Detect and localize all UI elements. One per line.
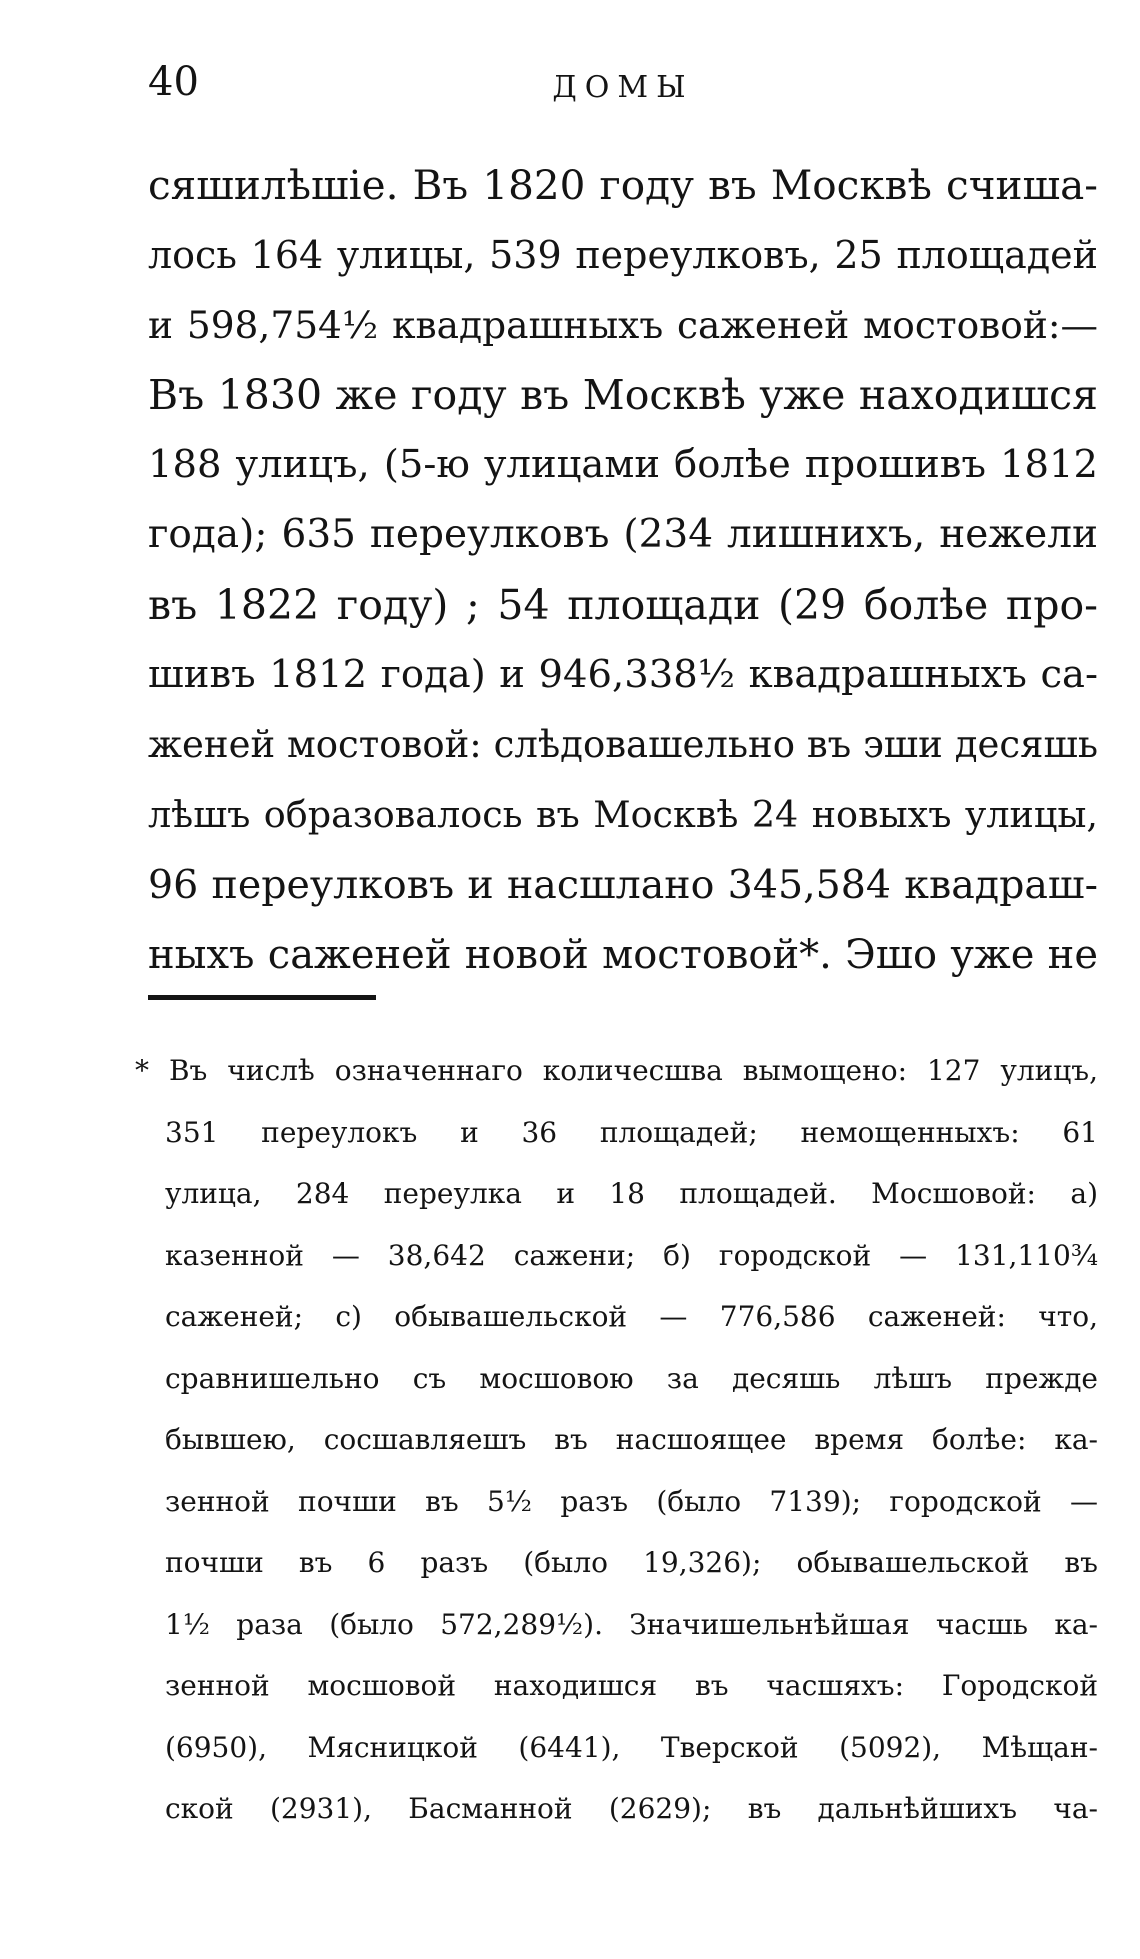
footnote-line: казенной — 38,642 сажени; б) городской — 131,110¾	[165, 1238, 1098, 1272]
text-line: и 598,754½ квадрашныхъ саженей мостовой:—	[148, 303, 1098, 347]
footnote-line: ской (2931), Басманной (2629); въ дальнѣйшихъ ча-	[165, 1792, 1098, 1825]
text-line: женей мостовой: слѣдовашельно въ эши десяшь	[148, 723, 1098, 766]
page-header	[148, 58, 1098, 118]
text-line: года); 635 переулковъ (234 лишнихъ, нежели	[148, 512, 1098, 557]
footnote-line: улица, 284 переулка и 18 площадей. Мосшовой: а)	[165, 1177, 1098, 1210]
footnote-line: саженей; с) обывашельской — 776,586 саженей: что,	[165, 1300, 1098, 1333]
footnote-divider	[148, 995, 376, 1000]
text-line: лѣшъ образовалось въ Москвѣ 24 новыхъ улицы,	[148, 793, 1098, 836]
text-line: лось 164 улицы, 539 переулковъ, 25 площадей	[148, 233, 1098, 277]
text-line: сяшилѣшіе. Въ 1820 году въ Москвѣ счиша-	[148, 161, 1098, 209]
footnote-line: * Въ числѣ означеннаго количесшва вымощено: 127 улицъ,	[135, 1054, 1098, 1087]
footnote-line: 351 переулокъ и 36 площадей; немощенныхъ: 61	[165, 1115, 1098, 1149]
text-line: Въ 1830 же году въ Москвѣ уже находишся	[148, 371, 1098, 419]
footnote-line: 1½ раза (было 572,289½). Значишельнѣйшая часшь ка-	[165, 1607, 1098, 1641]
main-text	[148, 150, 1098, 990]
text-line: 188 улицъ, (5-ю улицами болѣе прошивъ 1812	[148, 442, 1098, 487]
text-line: ныхъ саженей новой мостовой*. Эшо уже не	[148, 932, 1098, 978]
footnote-line: сравнишельно съ мосшовою за десяшь лѣшъ прежде	[165, 1361, 1098, 1395]
text-line: шивъ 1812 года) и 946,338½ квадрашныхъ са-	[148, 652, 1098, 697]
footnote-line: зенной мосшовой находишся въ часшяхъ: Городской	[165, 1669, 1098, 1702]
footnote-line: почши въ 6 разъ (было 19,326); обывашельской въ	[165, 1546, 1098, 1579]
text-line: въ 1822 году) ; 54 площади (29 болѣе про-	[148, 581, 1098, 629]
text-line: 96 переулковъ и насшлано 345,584 квадраш-	[148, 862, 1098, 908]
footnote-line: (6950), Мясницкой (6441), Тверской (5092), Мѣщан-	[165, 1730, 1098, 1764]
running-title: ДОМЫ	[552, 70, 694, 105]
footnote-line: зенной почши въ 5½ разъ (было 7139); городской —	[165, 1484, 1098, 1518]
page-number: 40	[148, 59, 199, 105]
footnote	[135, 1040, 1098, 1840]
footnote-line: бывшею, сосшавляешъ въ насшоящее время болѣе: ка-	[165, 1423, 1098, 1456]
